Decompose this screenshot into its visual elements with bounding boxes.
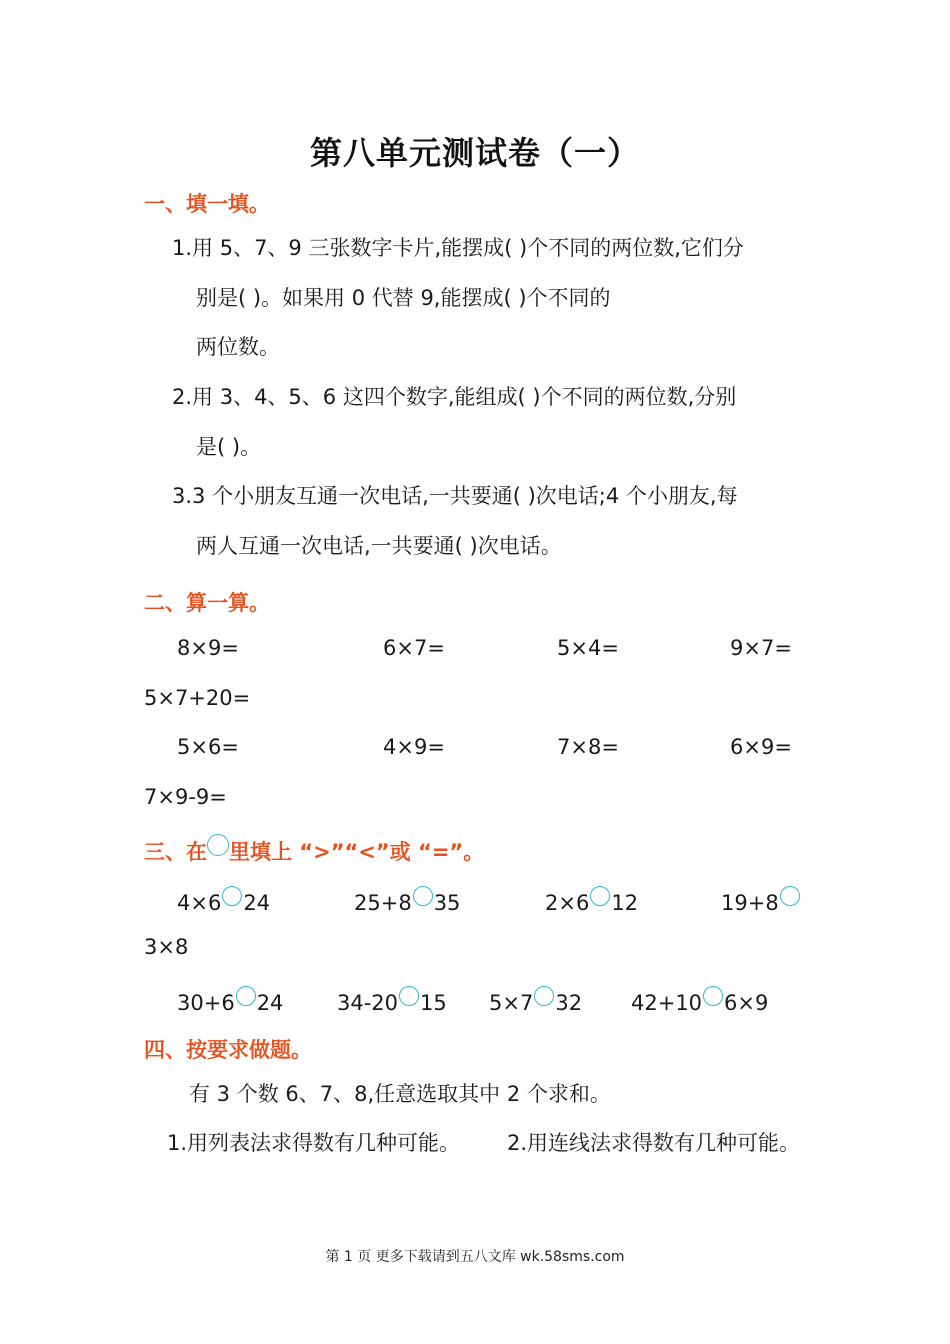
- q2-line-1: 2.用 3、4、5、6 这四个数字,能组成( )个不同的两位数,分别: [172, 385, 737, 409]
- compare-item: [177, 986, 283, 1015]
- compare-right: 32: [555, 991, 583, 1015]
- section-4-heading: 四、按要求做题。: [144, 1038, 312, 1062]
- compare-circle[interactable]: [590, 886, 610, 906]
- compare-item: [489, 986, 582, 1015]
- compare-left: 2×6: [545, 891, 590, 915]
- page-footer: 第 1 页 更多下载请到五八文库 wk.58sms.com: [325, 1249, 625, 1265]
- compare-item: [631, 986, 768, 1015]
- circle-blank-icon: [207, 834, 229, 856]
- q3-line-1: 3.3 个小朋友互通一次电话,一共要通( )次电话;4 个小朋友,每: [172, 484, 738, 508]
- section-1-heading: 一、填一填。: [144, 192, 270, 216]
- calc-item: 7×9-9=: [144, 785, 227, 809]
- section-4-intro: 有 3 个数 6、7、8,任意选取其中 2 个求和。: [189, 1082, 611, 1106]
- compare-left: 25+8: [354, 891, 412, 915]
- section-4-task-1: 1.用列表法求得数有几种可能。: [167, 1131, 461, 1155]
- calc-item: 7×8=: [557, 735, 619, 759]
- q2-line-2: 是( )。: [196, 435, 262, 459]
- q1-line-1: 1.用 5、7、9 三张数字卡片,能摆成( )个不同的两位数,它们分: [172, 236, 744, 260]
- compare-item: [337, 986, 447, 1015]
- compare-left: 34-20: [337, 991, 399, 1015]
- page-title: 第八单元测试卷（一）: [309, 134, 640, 172]
- q3-line-2: 两人互通一次电话,一共要通( )次电话。: [196, 534, 562, 558]
- calc-item: 5×6=: [177, 735, 239, 759]
- compare-circle[interactable]: [399, 986, 419, 1006]
- q1-line-2: 别是( )。如果用 0 代替 9,能摆成( )个不同的: [196, 286, 611, 310]
- compare-item: [354, 886, 460, 915]
- compare-right: 24: [256, 991, 284, 1015]
- section-3-heading-pre: 三、在: [144, 840, 207, 864]
- compare-left: 5×7: [489, 991, 534, 1015]
- compare-right: 35: [433, 891, 461, 915]
- compare-circle[interactable]: [534, 986, 554, 1006]
- compare-left: 4×6: [177, 891, 222, 915]
- section-4-task-2: 2.用连线法求得数有几种可能。: [507, 1131, 801, 1155]
- compare-right: 6×9: [724, 991, 769, 1015]
- compare-wrap: 3×8: [144, 935, 189, 959]
- compare-right: 24: [243, 891, 271, 915]
- calc-item: 5×7+20=: [144, 686, 251, 710]
- q1-line-3: 两位数。: [196, 335, 280, 359]
- compare-right: 12: [611, 891, 639, 915]
- compare-left: 42+10: [631, 991, 703, 1015]
- section-3-heading: [144, 834, 484, 866]
- compare-circle[interactable]: [236, 986, 256, 1006]
- compare-item: [721, 886, 801, 915]
- calc-item: 6×7=: [383, 636, 445, 660]
- compare-left: 30+6: [177, 991, 235, 1015]
- compare-circle[interactable]: [222, 886, 242, 906]
- section-3-heading-post: 里填上 “>”“<”或 “=”。: [229, 840, 485, 864]
- compare-item: [545, 886, 638, 915]
- calc-item: 4×9=: [383, 735, 445, 759]
- compare-right: 15: [420, 991, 447, 1015]
- calc-item: 5×4=: [557, 636, 619, 660]
- compare-circle[interactable]: [703, 986, 723, 1006]
- compare-item: [177, 886, 270, 915]
- compare-circle[interactable]: [413, 886, 433, 906]
- calc-item: 9×7=: [730, 636, 792, 660]
- compare-circle[interactable]: [780, 886, 800, 906]
- calc-item: 8×9=: [177, 636, 239, 660]
- compare-left: 19+8: [721, 891, 779, 915]
- section-2-heading: 二、算一算。: [144, 591, 270, 615]
- calc-item: 6×9=: [730, 735, 792, 759]
